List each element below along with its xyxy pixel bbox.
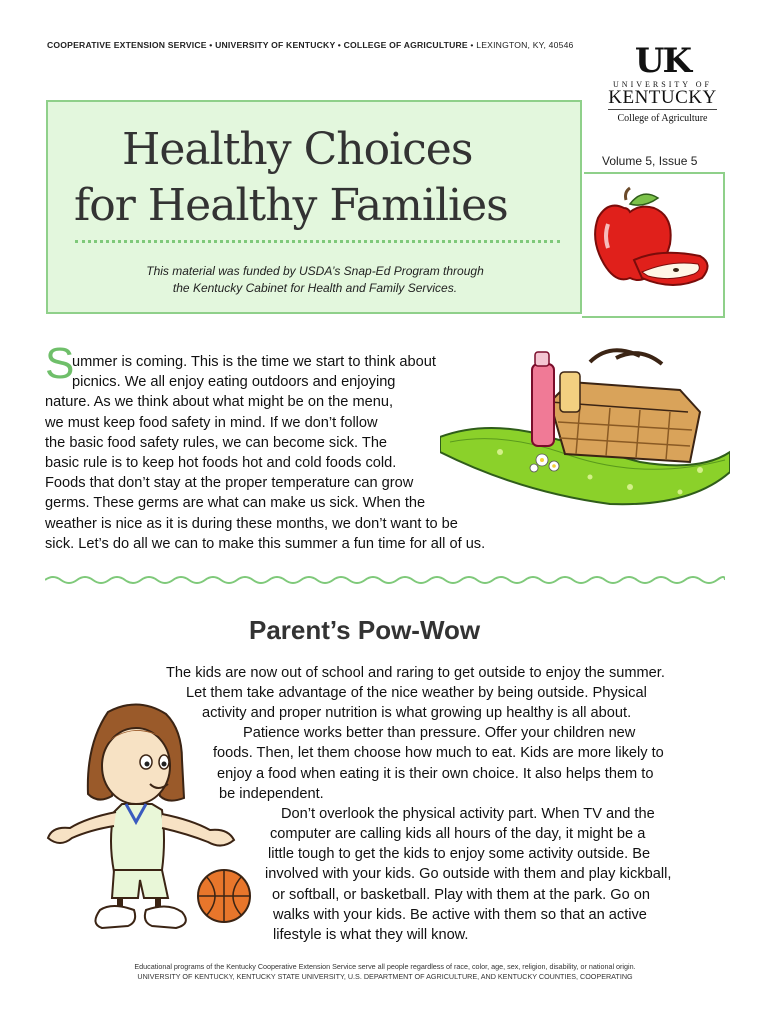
parents-line: lifestyle is what they will know. xyxy=(273,927,469,943)
parents-line: activity and proper nutrition is what growing up healthy is all about. xyxy=(202,705,632,721)
uk-logo-kentucky: KENTUCKY xyxy=(608,87,717,108)
parents-line: The kids are now out of school and raring to get outside to enjoy the summer. xyxy=(166,665,665,681)
org-header-line xyxy=(47,40,574,50)
parents-line: enjoy a food when eating it is their own choice. It also helps them to xyxy=(217,766,654,782)
footer-line-2: UNIVERSITY OF KENTUCKY, KENTUCKY STATE UNIVERSITY, U.S. DEPARTMENT OF AGRICULTURE, AND KENTUCKY COUNTIES, COOPERATING xyxy=(137,972,633,981)
uk-logo-university-of: UNIVERSITY OF xyxy=(613,80,712,89)
apple-illustration xyxy=(590,186,715,296)
volume-issue: Volume 5, Issue 5 xyxy=(602,154,698,168)
footer-disclaimer xyxy=(40,962,730,982)
volume-box-bottom xyxy=(582,316,725,318)
parents-line: Don’t overlook the physical activity part. When TV and the xyxy=(281,806,655,822)
wave-divider xyxy=(45,572,725,588)
funding-line-2: the Kentucky Cabinet for Health and Family Services. xyxy=(172,281,458,295)
uk-logo-mark: UK xyxy=(634,41,691,81)
volume-box-right xyxy=(723,172,725,318)
intro-line: nature. As we think about what might be on the menu, xyxy=(45,394,394,411)
intro-line: picnics. We all enjoy eating outdoors and enjoying xyxy=(72,374,396,391)
parents-line: Let them take advantage of the nice weather by being outside. Physical xyxy=(186,685,647,701)
org-header-bold: COOPERATIVE EXTENSION SERVICE • UNIVERSITY OF KENTUCKY • COLLEGE OF AGRICULTURE xyxy=(47,40,468,50)
intro-line: basic rule is to keep hot foods hot and cold foods cold. xyxy=(45,455,397,472)
girl-basketball-illustration xyxy=(42,700,272,945)
intro-line: sick. Let’s do all we can to make this summer a fun time for all of us. xyxy=(45,535,486,552)
parents-line: foods. Then, let them choose how much to eat. Kids are more likely to xyxy=(213,745,664,761)
drop-cap: S xyxy=(45,339,75,388)
funding-statement xyxy=(100,263,530,297)
parents-line: walks with your kids. Be active with them so that an active xyxy=(273,907,647,923)
org-header-location: • LEXINGTON, KY, 40546 xyxy=(467,40,574,50)
title-divider xyxy=(75,240,560,243)
parents-line: or softball, or basketball. Play with them at the park. Go on xyxy=(272,887,651,903)
uk-logo xyxy=(600,41,725,124)
intro-line: weather is nice as it is during these months, we don’t want to be xyxy=(45,515,458,532)
intro-line: we must keep food safety in mind. If we don’t follow xyxy=(45,414,378,431)
volume-box-top xyxy=(584,172,725,174)
uk-logo-college: College of Agriculture xyxy=(617,113,708,124)
intro-line: the basic food safety rules, we can become sick. The xyxy=(45,434,388,451)
intro-line: ummer is coming. This is the time we start to think about xyxy=(72,354,436,370)
intro-line: germs. These germs are what can make us sick. When the xyxy=(45,495,426,512)
parents-line: little tough to get the kids to enjoy some activity outside. Be xyxy=(268,846,651,862)
newsletter-title-line1: Healthy Choices xyxy=(122,124,473,175)
parents-line: computer are calling kids all hours of the day, it might be a xyxy=(270,826,646,842)
parents-line: Patience works better than pressure. Offer your children new xyxy=(243,725,636,741)
footer-line-1: Educational programs of the Kentucky Cooperative Extension Service serve all people regardless of race, color, age, sex, religion, disability, or national origin. xyxy=(134,962,636,971)
newsletter-title-line2: for Healthy Families xyxy=(74,180,508,231)
section-title-parents-pow-wow: Parent’s Pow-Wow xyxy=(249,615,481,645)
parents-line: be independent. xyxy=(219,786,324,802)
intro-line: Foods that don’t stay at the proper temperature can grow xyxy=(45,475,414,492)
picnic-basket-illustration xyxy=(440,342,730,512)
funding-line-1: This material was funded by USDA’s Snap-Ed Program through xyxy=(146,264,484,278)
parents-line: involved with your kids. Go outside with them and play kickball, xyxy=(265,866,672,882)
